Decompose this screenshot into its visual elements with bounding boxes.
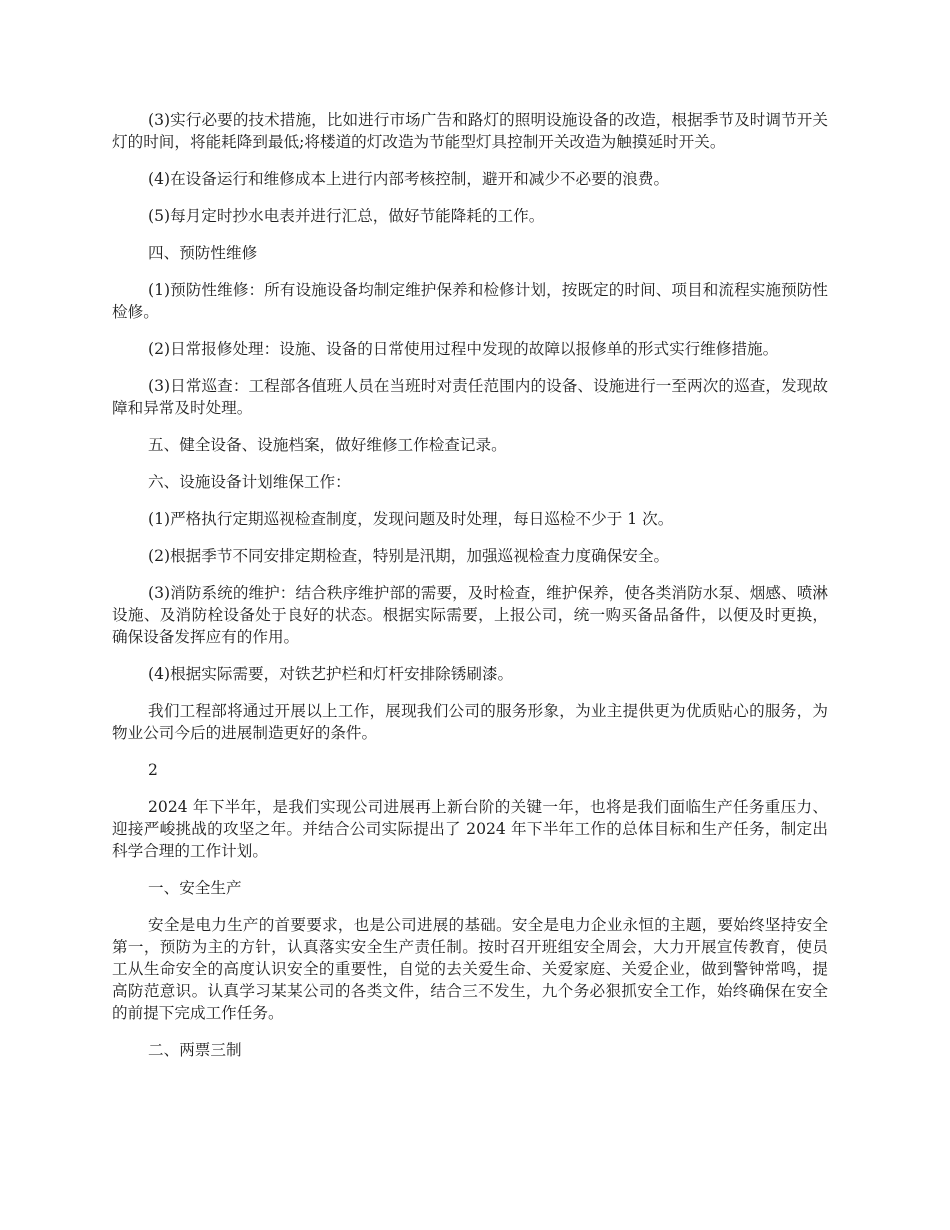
paragraph-seasonal-check: (2)根据季节不同安排定期检查，特别是汛期，加强巡视检查力度确保安全。: [148, 547, 670, 565]
section-heading-preventive-maintenance: 四、预防性维修: [148, 244, 258, 262]
document-body: [112, 109, 828, 1076]
paragraph-daily-inspection: (3)日常巡查：工程部各值班人员在当班时对责任范围内的设备、设施进行一至两次的巡查，发现故障和异常及时处理。: [112, 377, 828, 417]
paragraph-closing-statement: 我们工程部将通过开展以上工作，展现我们公司的服务形象，为业主提供更为优质贴心的服务，为物业公司今后的进展制造更好的条件。: [112, 702, 828, 742]
paragraph-cost-control: (4)在设备运行和维修成本上进行内部考核控制，避开和减少不必要的浪费。: [148, 170, 670, 188]
paragraph-patrol-system: (1)严格执行定期巡视检查制度，发现问题及时处理，每日巡检不少于 1 次。: [148, 510, 674, 528]
paragraph-preventive-maintenance: (1)预防性维修：所有设施设备均制定维护保养和检修计划，按既定的时间、项目和流程实施预防性检修。: [112, 281, 828, 321]
paragraph-meter-reading: (5)每月定时抄水电表并进行汇总，做好节能降耗的工作。: [148, 207, 545, 225]
paragraph-rust-painting: (4)根据实际需要，对铁艺护栏和灯杆安排除锈刷漆。: [148, 665, 514, 683]
section-heading-maintenance-plan: 六、设施设备计划维保工作：: [148, 473, 351, 491]
section-number: 2: [148, 761, 158, 779]
section-heading-safety-production: 一、安全生产: [148, 879, 242, 897]
paragraph-energy-tech-measures: (3)实行必要的技术措施，比如进行市场广告和路灯的照明设施设备的改造，根据季节及时调节开关灯的时间，将能耗降到最低;将楼道的灯改造为节能型灯具控制开关改造为触摸延时开关。: [112, 111, 828, 151]
paragraph-safety-production: 安全是电力生产的首要要求，也是公司进展的基础。安全是电力企业永恒的主题，要始终坚持安全第一，预防为主的方针，认真落实安全生产责任制。按时召开班组安全周会，大力开展宣传教育，使员工从生命安全的高度认识安全的重要性，自觉的去关爱生命、关爱家庭、关爱企业，做到警钟常鸣，提高防范意识。认真学习某某公司的各类文件，结合三不发生，九个务必狠抓安全工作，始终确保在安全的前提下完成工作任务。: [112, 916, 828, 1022]
paragraph-second-half-intro: 2024 年下半年，是我们实现公司进展再上新台阶的关键一年，也将是我们面临生产任务重压力、迎接严峻挑战的攻坚之年。并结合公司实际提出了 2024 年下半年工作的总体目标和生产任务，制定出科学合理的工作计划。: [112, 798, 828, 860]
paragraph-repair-handling: (2)日常报修处理：设施、设备的日常使用过程中发现的故障以报修单的形式实行维修措施。: [148, 340, 779, 358]
section-heading-equipment-records: 五、健全设备、设施档案，做好维修工作检查记录。: [148, 436, 507, 454]
section-heading-two-tickets-three-systems: 二、两票三制: [148, 1041, 242, 1059]
paragraph-fire-system: (3)消防系统的维护：结合秩序维护部的需要，及时检查，维护保养，使各类消防水泵、烟感、喷淋设施、及消防栓设备处于良好的状态。根据实际需要，上报公司，统一购买备品备件，以便及时更换，确保设备发挥应有的作用。: [112, 584, 828, 646]
